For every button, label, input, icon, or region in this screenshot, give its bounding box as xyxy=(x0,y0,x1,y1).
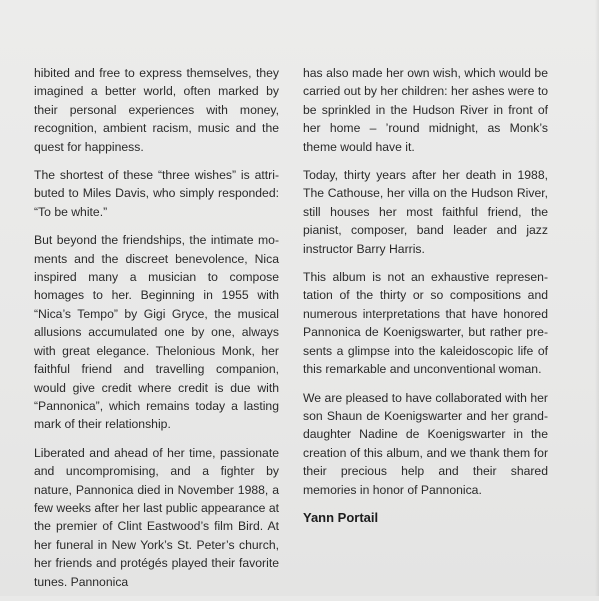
paragraph-hibited: hibited and free to express themselves, they imagined a better world, often marked by their personal experiences with money, recognition, ambient racism, music and the quest for happiness. xyxy=(34,66,279,154)
left-text-column xyxy=(34,64,279,601)
paragraph-liberated: Liberated and ahead of her time, passionate and uncompromising, and a fighter by nature, Pannonica died in November 1988, a few weeks after her last public appearance at the premier of Clint Eastwood’s film Bird. At her funeral in New York’s St. Peter’s church, her friends and protégés played their favorite tunes. Pannonica xyxy=(34,445,279,589)
author-signature: Yann Portail xyxy=(303,509,379,525)
page-edge-shadow xyxy=(595,0,599,596)
paragraph-friendships: But beyond the friendships, the intimate moments and the discreet benevolence, Nica inspired many a musician to compose homages to her. Beginning in 1955 with “Nica’s Tempo” by Gigi Gryce, the musical allusions accumulated one by one, always with great elegance. Thelonious Monk, her faithful friend and travelling companion, would give credit where credit is due with “Pannonica”, which remains today a lasting mark of their relationship. xyxy=(34,233,279,432)
paragraph-collaborated: We are pleased to have collaborated with her son Shaun de Koenigswarter and her granddaughter Nadine de Koenigswarter in the creation of this album, and we thank them for their precious help and their shared memories in honor of Pannonica. xyxy=(303,390,548,497)
paragraph-three-wishes: The shortest of these “three wishes” is attributed to Miles Davis, who simply responded: “To be white.” xyxy=(34,168,279,219)
paragraph-thirty-years: Today, thirty years after her death in 1988, The Cathouse, her villa on the Hudson River, still houses her most faithful friend, the pianist, composer, band leader and jazz instructor Barry Harris. xyxy=(303,168,548,256)
right-text-column xyxy=(303,64,548,527)
paragraph-own-wish: has also made her own wish, which would be carried out by her children: her ashes were to be sprinkled in the Hudson River in front of her home – ’round midnight, as Monk’s theme would have it. xyxy=(303,66,548,154)
paragraph-album: This album is not an exhaustive representation of the thirty or so compositions and numerous interpretations that have honored Pannonica de Koenigswarter, but rather presents a glimpse into the kaleidoscopic life of this remarkable and unconventional woman. xyxy=(303,270,548,377)
